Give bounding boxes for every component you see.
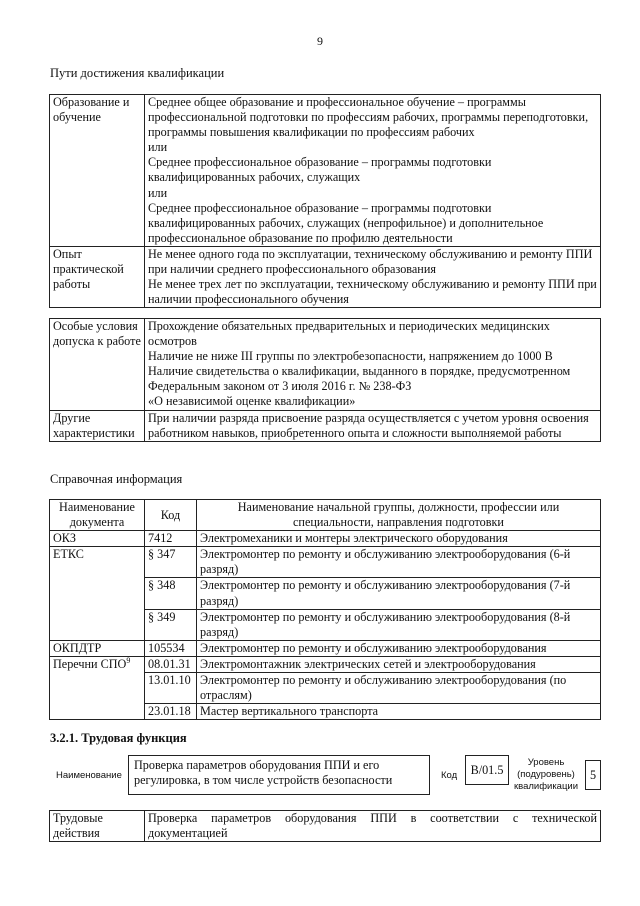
row-label: Образование и обучение: [50, 95, 145, 247]
table-row: [50, 547, 601, 578]
row-label: Другие характеристики: [50, 410, 145, 441]
function-code: B/01.5: [470, 763, 504, 777]
name-label: Наименование: [56, 770, 122, 781]
footnote-mark: 9: [126, 655, 131, 665]
labor-function-title: 3.2.1. Трудовая функция: [50, 731, 187, 745]
conditions-table: [49, 318, 601, 442]
code-cell: § 348: [145, 578, 197, 609]
doc-name: Перечни СПО: [53, 656, 127, 671]
name-cell: Электромонтер по ремонту и обслуживанию электрооборудования (8-й разряд): [197, 609, 601, 640]
table-row: [50, 319, 601, 411]
name-cell: Электромонтажник электрических сетей и электрооборудования: [197, 656, 601, 672]
qualification-table: [49, 94, 601, 308]
code-cell: § 349: [145, 609, 197, 640]
row-text: Среднее общее образование и профессиональное обучение – программы профессиональной подготовки по профессиям рабочих, программы переподготовки, программы повышения квалификации по профессиям рабочих или Среднее профессиональное образование – программы подготовки квалифицированных рабочих, служащих или Среднее профессиональное образование – программы подготовки квалифицированных рабочих, служащих (непрофильное) и дополнительное профессиональное образование по профилю деятельности: [145, 95, 601, 247]
row-label: Особые условия допуска к работе: [50, 319, 145, 411]
code-cell: 08.01.31: [145, 656, 197, 672]
level-value: 5: [589, 768, 597, 782]
doc-cell: [50, 656, 145, 719]
table-row: [50, 246, 601, 307]
function-name-box: [128, 755, 430, 795]
name-cell: Электромонтер по ремонту и обслуживанию электрооборудования (по отраслям): [197, 673, 601, 704]
code-cell: 7412: [145, 531, 197, 547]
row-label: Опыт практической работы: [50, 246, 145, 307]
row-text: Прохождение обязательных предварительных и периодических медицинских осмотров Наличие не ниже III группы по электробезопасности, напряжением до 1000 В Наличие свидетельства о квалификации, выданного в порядке, предусмотренном Федеральным законом от 3 июля 2016 г. № 238-ФЗ «О независимой оценке квалификации»: [145, 319, 601, 411]
table-row: [50, 531, 601, 547]
doc-cell: ОКЗ: [50, 531, 145, 547]
table-row: [50, 640, 601, 656]
table-header-row: [50, 500, 601, 531]
code-label: Код: [441, 770, 458, 781]
column-header: Наименование начальной группы, должности, профессии или специальности, направления подготовки: [197, 500, 601, 531]
code-box: [465, 755, 509, 785]
reference-heading: Справочная информация: [50, 472, 183, 486]
row-text: Не менее одного года по эксплуатации, техническому обслуживанию и ремонту ППИ при наличии среднего профессионального образования Не менее трех лет по эксплуатации, техническому обслуживанию и ремонту ППИ при наличии профессионального обучения: [145, 246, 601, 307]
doc-cell: ЕТКС: [50, 547, 145, 641]
name-cell: Электромонтер по ремонту и обслуживанию электрооборудования: [197, 640, 601, 656]
reference-table: [49, 499, 601, 720]
code-cell: 23.01.18: [145, 704, 197, 720]
table-row: [50, 656, 601, 672]
name-cell: Электромонтер по ремонту и обслуживанию электрооборудования (7-й разряд): [197, 578, 601, 609]
row-text: При наличии разряда присвоение разряда осуществляется с учетом уровня освоения работником навыков, приобретенного опыта и сложности выполняемой работы: [145, 410, 601, 441]
name-cell: Мастер вертикального транспорта: [197, 704, 601, 720]
name-cell: Электромонтер по ремонту и обслуживанию электрооборудования (6-й разряд): [197, 547, 601, 578]
code-cell: 13.01.10: [145, 673, 197, 704]
name-cell: Электромеханики и монтеры электрического оборудования: [197, 531, 601, 547]
doc-cell: ОКПДТР: [50, 640, 145, 656]
table-row: [50, 811, 601, 842]
table-row: [50, 95, 601, 247]
row-text: Проверка параметров оборудования ППИ в соответствии с технической документацией: [145, 811, 601, 842]
row-label: Трудовые действия: [50, 811, 145, 842]
table-row: [50, 410, 601, 441]
column-header: Наименование документа: [50, 500, 145, 531]
page-number: 9: [317, 34, 323, 48]
level-label: Уровень (подуровень) квалификации: [513, 757, 579, 792]
level-box: [585, 760, 601, 790]
labor-actions-table: [49, 810, 601, 842]
code-cell: § 347: [145, 547, 197, 578]
qualification-heading: Пути достижения квалификации: [50, 66, 225, 80]
function-name: Проверка параметров оборудования ППИ и его регулировка, в том числе устройств безопасности: [134, 758, 393, 788]
column-header: Код: [145, 500, 197, 531]
code-cell: 105534: [145, 640, 197, 656]
